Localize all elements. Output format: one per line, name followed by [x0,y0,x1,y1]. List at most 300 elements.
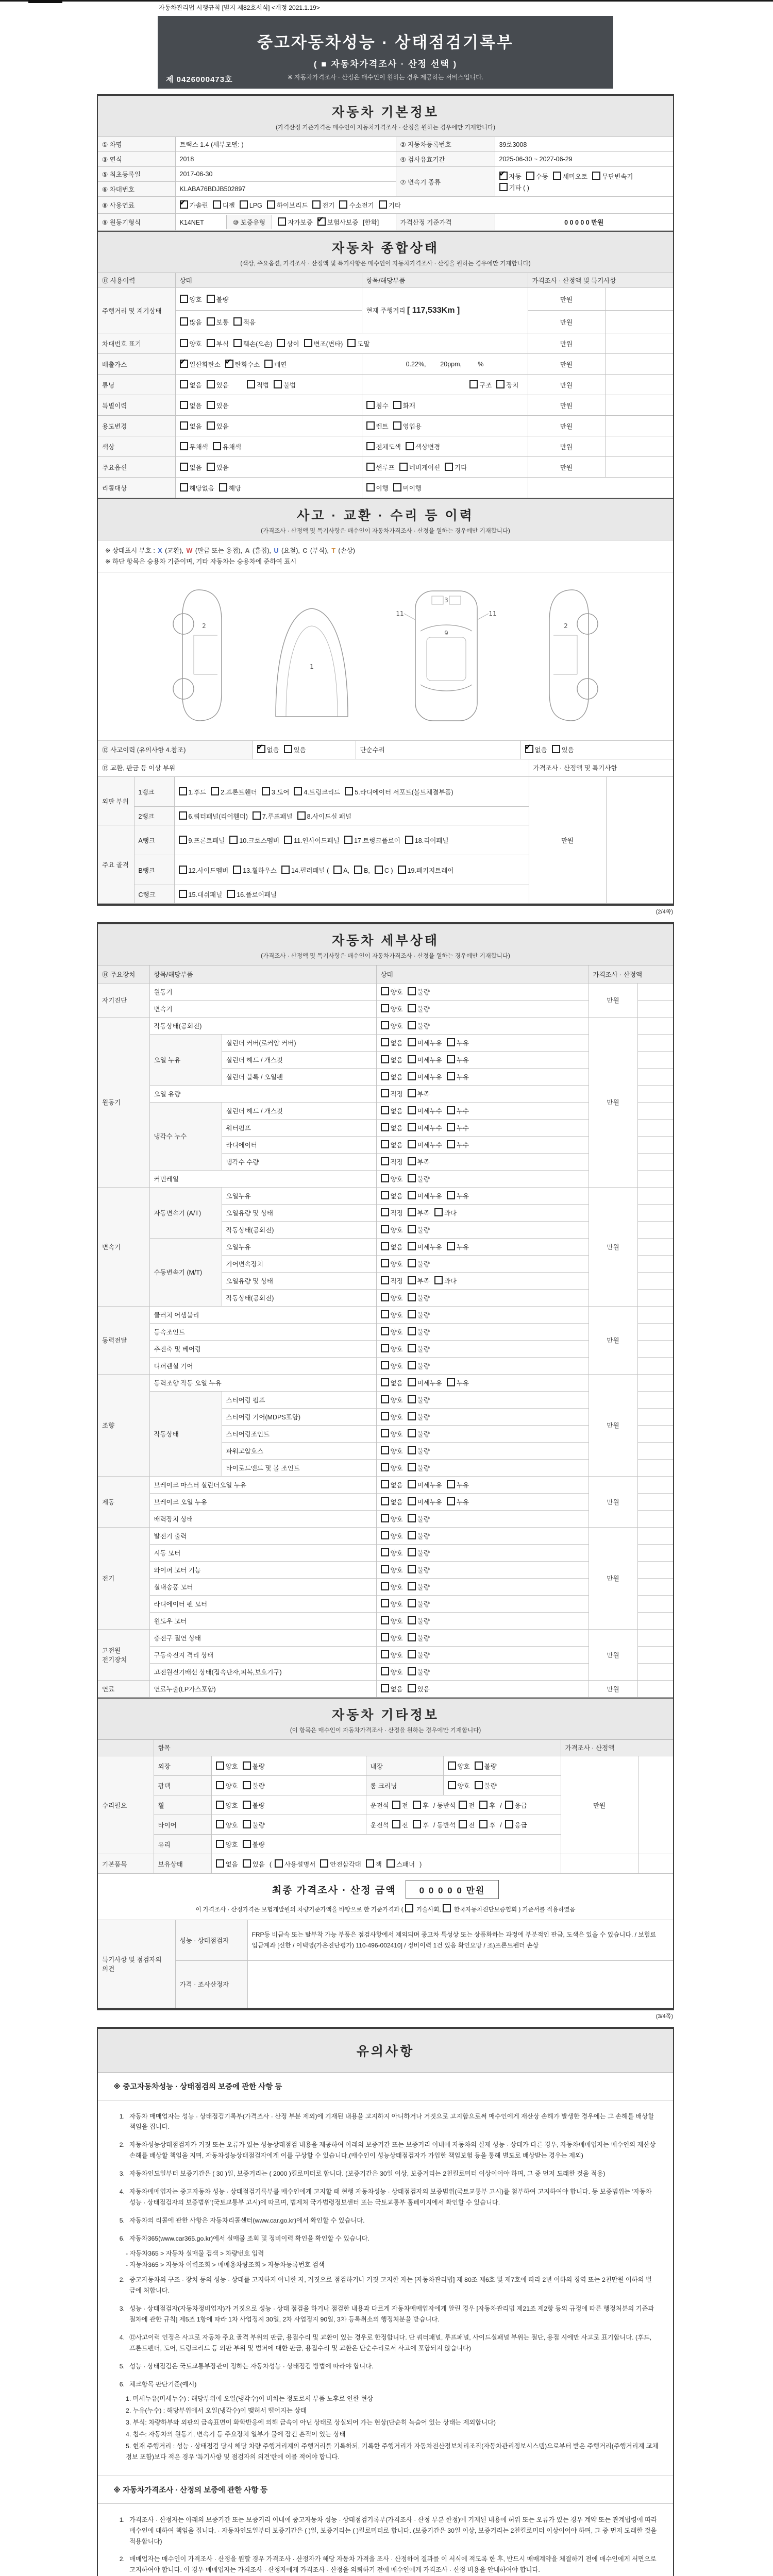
checkbox[interactable] [275,1859,283,1868]
checkbox[interactable] [408,1276,416,1284]
checkbox[interactable] [408,1446,416,1454]
checkbox[interactable] [253,811,261,820]
checkbox[interactable] [505,1801,513,1809]
checkbox[interactable] [448,1761,456,1770]
checkbox[interactable] [229,836,238,844]
exterior-options [211,1756,366,1776]
checkbox[interactable] [247,380,255,388]
checkbox-option [447,1378,469,1387]
checkbox[interactable] [281,866,290,874]
checkbox[interactable] [408,1089,416,1097]
checkbox[interactable] [216,1859,224,1868]
checkbox-option [475,1761,497,1771]
checkbox[interactable] [434,1208,443,1216]
checkbox[interactable] [381,1106,389,1114]
checkbox-label: 없음 [390,1685,403,1693]
checkbox[interactable] [434,1276,443,1284]
checkbox[interactable] [345,787,353,795]
checkbox[interactable] [475,1761,483,1770]
checkbox[interactable] [408,1038,416,1046]
remark-cell [637,1051,673,1068]
row-label: 주요옵션 [98,457,175,478]
item-label: 기어변속장치 [222,1255,376,1272]
checkbox-label: 변조(변타) [313,340,343,348]
checkbox-label: 사용설명서 [284,1860,316,1868]
checkbox[interactable] [243,1761,251,1770]
vin-mark-options [175,333,528,354]
checkbox[interactable] [207,380,215,388]
checkbox[interactable] [499,172,508,180]
checkbox-label: 누수 [456,1107,469,1115]
checkbox[interactable] [179,787,187,795]
device-label: 변속기 [98,1187,149,1306]
checkbox[interactable] [180,200,188,209]
checkbox[interactable] [408,1327,416,1335]
legend-symbol: A [245,547,250,554]
checkbox-label: 탄화수소 [234,361,260,368]
checkbox[interactable] [408,1616,416,1624]
checkbox[interactable] [381,1021,389,1029]
checkbox[interactable] [381,1191,389,1199]
remark-cell [637,1527,673,1544]
checkbox[interactable] [225,360,233,368]
caution-text: 체크항목 판단기준(예시) [129,2380,197,2388]
checkbox[interactable] [381,987,389,995]
checkbox[interactable] [257,745,265,753]
checkbox[interactable] [469,380,478,388]
remark-cell [637,1119,673,1136]
checkbox-option [381,1361,403,1370]
checkbox-option [211,787,257,796]
checkbox-option [408,1327,430,1336]
checkbox[interactable] [408,1480,416,1488]
checkbox[interactable] [592,172,600,180]
group-label: 기본품목 [98,1854,154,1874]
checkbox[interactable] [447,1106,455,1114]
checkbox[interactable] [274,380,282,388]
row-label: 차대번호 표기 [98,333,175,354]
checkbox[interactable] [408,1123,416,1131]
checkbox[interactable] [240,200,248,209]
checkbox[interactable] [479,1820,488,1828]
vin-value: KLABA76BDJB502897 [175,182,396,197]
checkbox[interactable] [398,866,406,874]
checkbox[interactable] [381,1429,389,1437]
checkbox[interactable] [211,787,219,795]
checkbox[interactable] [408,1650,416,1658]
checkbox[interactable] [408,1497,416,1505]
checkbox[interactable] [393,483,401,492]
checkbox[interactable] [408,1531,416,1539]
checkbox-label: 없음 [390,1243,403,1251]
checkbox[interactable] [233,339,242,347]
checkbox-label: 불량 [216,296,229,303]
checkbox[interactable] [381,1548,389,1556]
checkbox[interactable] [381,1599,389,1607]
checkbox-option [448,1781,470,1790]
checkbox[interactable] [216,1820,224,1828]
checkbox[interactable] [408,1378,416,1386]
remark-cell [606,777,673,904]
device-label: 전기 [98,1527,149,1629]
final-note-cb1: 기술사회, [416,1907,441,1913]
checkbox[interactable] [213,442,221,450]
table-row [98,1187,673,1204]
checkbox[interactable] [216,1840,224,1848]
checkbox[interactable] [381,1412,389,1420]
checkbox[interactable] [405,1904,413,1912]
checkbox[interactable] [408,1004,416,1012]
checkbox[interactable] [233,866,241,874]
checkbox[interactable] [375,866,383,874]
checkbox[interactable] [381,1072,389,1080]
checkbox[interactable] [284,836,292,844]
checkbox[interactable] [381,1174,389,1182]
checkbox[interactable] [447,1055,455,1063]
checkbox[interactable] [344,836,352,844]
checkbox[interactable] [447,1038,455,1046]
checkbox[interactable] [408,1667,416,1675]
checkbox[interactable] [443,1904,451,1912]
checkbox[interactable] [381,1259,389,1267]
checkbox-label: 없음 [390,1039,403,1047]
checkbox-label: 없음 [390,1141,403,1149]
checkbox[interactable] [179,836,187,844]
checkbox[interactable] [180,295,188,303]
checkbox[interactable] [381,1157,389,1165]
section-cautions-header [98,2029,673,2073]
checkbox[interactable] [381,1089,389,1097]
checkbox[interactable] [408,1021,416,1029]
checkbox[interactable] [553,172,561,180]
checkbox[interactable] [366,483,375,492]
checkbox[interactable] [366,1859,374,1868]
checkbox[interactable] [179,811,187,820]
checkbox[interactable] [216,1761,224,1770]
checkbox-option [381,1242,403,1251]
checkbox[interactable] [339,200,347,209]
checkbox[interactable] [366,421,375,430]
checkbox[interactable] [392,1820,400,1828]
checkbox[interactable] [408,987,416,995]
checkbox[interactable] [386,1859,395,1868]
checkbox[interactable] [406,442,414,450]
checkbox[interactable] [408,1344,416,1352]
price-cell: 만원 [589,983,637,1017]
checkbox-label: 없음 [189,422,202,430]
checkbox[interactable] [180,421,188,430]
caution-text: 자동차매매업자는 중고자동차 성능 · 상태점검기록부를 매수인에게 고지할 때 현행 자동차성능 · 상태점검자의 보증범위(국토교통부 고시)를 첨부하여 고지하여야 합니다. 동 보증범위는 '자동차성능 · 상태점검자의 보증범위'(국토교통부 고시)에 따르며, 법제처 국가법령정보센터 또는 국토교통부 홈페이지에서 확인할 수 있습니다. [129,2188,652,2206]
checkbox[interactable] [408,1514,416,1522]
checkbox[interactable] [381,1684,389,1692]
checkbox[interactable] [408,1174,416,1182]
checkbox[interactable] [408,1361,416,1369]
checkbox-label: 없음 [390,1073,403,1081]
checkbox[interactable] [408,1599,416,1607]
checkbox[interactable] [264,360,273,368]
checkbox[interactable] [381,1344,389,1352]
checkbox[interactable] [408,1225,416,1233]
checkbox[interactable] [354,866,362,874]
state-options [376,1459,589,1476]
checkbox[interactable] [447,1497,455,1505]
checkbox[interactable] [347,339,356,347]
checkbox-option [408,1361,430,1370]
checkbox[interactable] [207,463,215,471]
checkbox-option [408,1582,430,1591]
checkbox[interactable] [447,1378,455,1386]
checkbox-option [408,1259,430,1268]
item-label: 와이퍼 모터 기능 [149,1561,376,1578]
checkbox-label: 누유 [456,1379,469,1387]
checkbox-option [284,836,340,845]
checkbox[interactable] [447,1123,455,1131]
checkbox[interactable] [381,1242,389,1250]
checkbox[interactable] [213,200,221,209]
checkbox[interactable] [180,463,188,471]
checkbox[interactable] [216,1801,224,1809]
checkbox-label: 4.트렁크리드 [304,788,341,796]
checkbox[interactable] [459,1820,467,1828]
checkbox[interactable] [381,1650,389,1658]
checkbox[interactable] [366,463,375,471]
checkbox[interactable] [447,1072,455,1080]
checkbox[interactable] [381,1140,389,1148]
checkbox[interactable] [381,1531,389,1539]
checkbox[interactable] [459,1801,467,1809]
checkbox[interactable] [381,1293,389,1301]
checkbox[interactable] [381,1667,389,1675]
checkbox[interactable] [227,890,235,898]
checkbox[interactable] [408,1055,416,1063]
checkbox[interactable] [392,1801,400,1809]
caution-number: 2. [119,2276,125,2284]
checkbox[interactable] [267,200,275,209]
checkbox[interactable] [408,1242,416,1250]
checkbox[interactable] [180,442,188,450]
checkbox-option [216,1840,238,1849]
checkbox[interactable] [304,339,312,347]
checkbox[interactable] [180,483,188,492]
checkbox[interactable] [180,317,188,326]
state-options [376,983,589,1000]
checkbox[interactable] [447,1480,455,1488]
checkbox[interactable] [552,745,560,753]
remark-cell [637,1153,673,1170]
checkbox[interactable] [179,866,187,874]
checkbox[interactable] [381,1395,389,1403]
checkbox[interactable] [393,401,401,409]
checkbox[interactable] [408,1633,416,1641]
checkbox[interactable] [381,1565,389,1573]
caution-subitem: - 자동차365 > 자동차 이력조회 > 매매용차량조회 > 자동차등록번호 검색 [126,2261,325,2269]
option-text: 운전석 [370,1821,389,1829]
item-label: 브레이크 오일 누유 [149,1493,376,1510]
remark-cell [605,395,673,416]
checkbox[interactable] [297,811,306,820]
checkbox[interactable] [447,1191,455,1199]
special-history-options [175,395,362,416]
checkbox-label: 해당 [228,484,241,492]
legend-prefix: ※ 상태표시 부호 : [105,547,157,554]
checkbox[interactable] [180,401,188,409]
checkbox[interactable] [381,1463,389,1471]
checkbox[interactable] [505,1820,513,1828]
row-label: 가격 · 조사산정자 [175,1960,247,2008]
checkbox[interactable] [216,1781,224,1789]
transmission-options [495,167,673,197]
checkbox[interactable] [413,1801,421,1809]
diagram-number: 1 [310,663,314,670]
checkbox[interactable] [243,1840,251,1848]
checkbox[interactable] [207,339,215,347]
item-label: 워터펌프 [222,1119,376,1136]
checkbox[interactable] [233,317,242,326]
engine-type-value [175,214,396,231]
checkbox[interactable] [445,463,453,471]
checkbox-label: 양호 [390,1464,403,1472]
checkbox[interactable] [525,745,533,753]
checkbox[interactable] [408,1565,416,1573]
checkbox[interactable] [207,295,215,303]
checkbox[interactable] [180,339,188,347]
checkbox[interactable] [381,1225,389,1233]
checkbox[interactable] [320,1859,328,1868]
price-cell: 만원 [589,1017,637,1187]
checkbox[interactable] [243,1801,251,1809]
checkbox-label: 양호 [189,340,202,348]
checkbox[interactable] [381,1514,389,1522]
checkbox[interactable] [243,1781,251,1789]
checkbox[interactable] [413,1820,421,1828]
checkbox[interactable] [278,217,286,226]
checkbox[interactable] [381,1327,389,1335]
checkbox[interactable] [381,1276,389,1284]
checkbox[interactable] [366,442,375,450]
state-symbol-legend [98,540,673,572]
checkbox[interactable] [243,1859,251,1868]
checkbox[interactable] [408,1191,416,1199]
checkbox-label: 양호 [225,1802,238,1809]
checkbox[interactable] [381,1004,389,1012]
checkbox[interactable] [408,1395,416,1403]
checkbox-label: 양호 [390,1617,403,1625]
checkbox[interactable] [447,1140,455,1148]
page-marker: (3/4쪽) [656,2013,673,2020]
checkbox[interactable] [277,339,285,347]
checkbox[interactable] [408,1582,416,1590]
checkbox[interactable] [381,1123,389,1131]
checkbox[interactable] [381,1361,389,1369]
checkbox-label: 불량 [417,1413,430,1421]
checkbox[interactable] [243,1820,251,1828]
checkbox[interactable] [381,1446,389,1454]
checkbox[interactable] [499,183,508,191]
checkbox[interactable] [381,1582,389,1590]
checkbox[interactable] [207,421,215,430]
model-year-value: 2018 [175,152,396,167]
checkbox[interactable] [408,1412,416,1420]
checkbox[interactable] [312,200,321,209]
checkbox-option [207,380,229,389]
remark-cell [637,1408,673,1425]
checkbox[interactable] [408,1463,416,1471]
checkbox[interactable] [207,317,215,326]
checkbox[interactable] [381,1208,389,1216]
table-row [98,1000,673,1017]
checkbox-label: 양호 [390,1651,403,1659]
checkbox[interactable] [408,1140,416,1148]
item-label: 오일 유량 [149,1085,376,1102]
state-options [376,1646,589,1663]
checkbox[interactable] [381,1497,389,1505]
checkbox[interactable] [284,745,292,753]
checkbox[interactable] [399,463,408,471]
checkbox[interactable] [447,1242,455,1250]
checkbox[interactable] [408,1208,416,1216]
checkbox[interactable] [381,1616,389,1624]
checkbox[interactable] [366,401,375,409]
checkbox[interactable] [333,866,342,874]
checkbox[interactable] [526,172,534,180]
checkbox[interactable] [381,1378,389,1386]
checkbox[interactable] [207,401,215,409]
checkbox-option [243,1840,265,1849]
checkbox[interactable] [219,483,227,492]
checkbox[interactable] [381,1480,389,1488]
checkbox[interactable] [262,787,270,795]
checkbox[interactable] [294,787,302,795]
checkbox[interactable] [317,217,326,226]
checkbox[interactable] [408,1157,416,1165]
engine-type-text: K14NET [179,219,204,226]
checkbox[interactable] [381,1633,389,1641]
remark-cell [637,1102,673,1119]
group-label: 특기사항 및 점검자의 의견 [98,1920,175,2008]
state-options [376,1051,589,1068]
checkbox[interactable] [475,1781,483,1789]
checkbox[interactable] [408,1429,416,1437]
checkbox[interactable] [381,1310,389,1318]
checkbox[interactable] [408,1259,416,1267]
checkbox[interactable] [408,1106,416,1114]
checkbox[interactable] [179,890,187,898]
checkbox[interactable] [180,360,188,368]
row-label: 보유상태 [154,1854,211,1874]
checkbox-label: 영업용 [402,422,422,430]
checkbox[interactable] [408,1310,416,1318]
checkbox-label: 네비게이션 [409,464,441,471]
caution-text: 가격조사 · 산정자는 아래의 보증기간 또는 보증거리 이내에 중고자동차 성능 · 상태점검기록부(가격조사 · 산정 부분 한정)에 기재된 내용에 허위 또는 오류가 있는 경우 계약 또는 관계법령에 따라 매수인에 대하여 책임을 집니다. · 자동차인도일부터 보증기간은 ( )일, 보증거리는 ( )킬로미터로 합니다. (보증기간은 30일 이상, 보증거리는 2천킬로미터 이상이어야 하며, 그 중 먼저 도래한 것을 적용합니다) [129,2516,657,2545]
checkbox[interactable] [379,200,387,209]
checkbox[interactable] [393,421,401,430]
checkbox[interactable] [408,1684,416,1692]
checkbox[interactable] [448,1781,456,1789]
checkbox[interactable] [479,1801,488,1809]
checkbox[interactable] [381,1038,389,1046]
checkbox[interactable] [496,380,505,388]
checkbox[interactable] [180,380,188,388]
checkbox[interactable] [408,1548,416,1556]
checkbox[interactable] [408,1293,416,1301]
checkbox[interactable] [381,1055,389,1063]
remark-cell [528,478,673,498]
remark-cell [637,1374,673,1391]
remark-cell [637,1340,673,1357]
checkbox[interactable] [408,1072,416,1080]
group-label: 외판 부위 [98,777,134,825]
checkbox[interactable] [405,836,413,844]
